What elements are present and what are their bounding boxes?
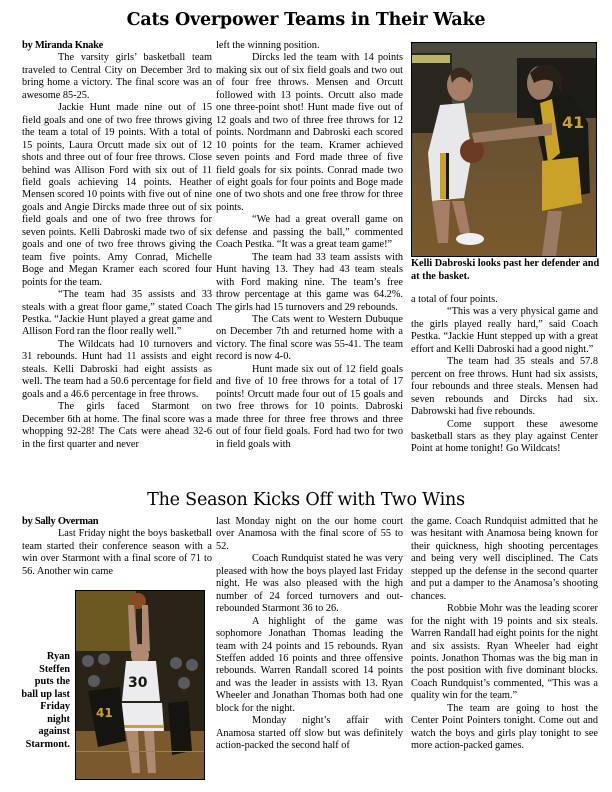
article1-headline: Cats Overpower Teams in Their Wake: [126, 10, 486, 30]
article2-paragraph: Coach Rundquist stated he was very pleased with how the boys played last Friday night. He was also pleased with the high number of 24 forced turnovers and out-rebounded Starmont 36 to 26.: [216, 553, 403, 615]
article1-paragraph: Jackie Hunt made nine out of 15 field goals and one of two free throws giving the team a total of 19 points. With a total of 15 points, Laura Orcutt made six out of 12 shots and three out of four free throws. Close behind was Allison Ford with six out of 11 field goals achieving 14 points. Heather Mensen scored 10 points with five out of nine goals and Angie Dircks made three out of six field goals and one of two free throws for seven points. Kelli Dabroski made two of six goals and one of two free throws giving the team five points. Amy Conrad, Michelle Boge and Megan Kramer each scored four points for the team.: [22, 102, 212, 288]
article1-column-2: [216, 40, 403, 451]
svg-text:41: 41: [96, 706, 113, 720]
article1-paragraph: The varsity girls’ basketball team traveled to Central City on December 3rd to bring home a victory. The final score was an awesome 85-25.: [22, 52, 212, 101]
photo-caption-ryan-steffen: Ryan Steffen puts the ball up last Friday night against Starmont.: [21, 651, 70, 750]
article1-column-1: [22, 40, 212, 451]
article1-byline: by Miranda Knake: [22, 40, 103, 51]
article1-paragraph: The Cats went to Western Dubuque on December 7th and returned home with a victory. The final score was 55-41. The team record is now 4-0.: [216, 313, 403, 363]
photo-kelli-dabroski: [411, 42, 597, 257]
photo-ryan-steffen: [75, 590, 205, 780]
article1-paragraph: left the winning position.: [216, 40, 320, 51]
article2-paragraph: A highlight of the game was sophomore Jonathan Thomas leading the team with 24 points and 15 rebounds. Ryan Steffen added 16 points and three offensive rebounds. Warren Randall scored 14 points and was the leader in assists with 13. Ryan Wheeler and Jonathan Thomas both had one block for the night.: [216, 615, 403, 714]
article2-paragraph: the game. Coach Rundquist admitted that he was hesitant with Anamosa being known for their quickness, high shooting percentages and being very well disciplined. The Cats stepped up the defense in the second quarter and put a damper to the Anamosa’s shooting chances.: [411, 516, 598, 602]
basketball-photo-illustration: [76, 591, 204, 779]
article2-byline: by Sally Overman: [22, 516, 99, 527]
article1-paragraph: Come support these awesome basketball stars as they play against Center Point at home tonight! Go Wildcats!: [411, 418, 598, 455]
article1-paragraph: “This was a very physical game and the girls played really hard,” said Coach Pestka. “Jackie Hunt stepped up with a great effort and Kelli Dabroski had a good night.”: [411, 306, 598, 355]
article1-paragraph: The team had 35 steals and 57.8 percent on free throws. Hunt had six assists, four rebounds and three steals. Mensen had seven rebounds and Dircks had six. Dabrowski had five rebounds.: [411, 356, 598, 418]
article2-paragraph: Monday night’s affair with Anamosa started off slow but was definitely action-packed the second half of: [216, 715, 403, 752]
article1-paragraph: Dircks led the team with 14 points making six out of six field goals and two out of four free throws. Mensen and Orcutt followed with 13 points. Orcutt also made one three-point shot! Hunt made five out of 12 goals and two of three free throws for 12 points. Nordmann and Dabroski each scored 10 points for the team. Kramer achieved seven points and Ford made three of five field goals for six points. Conrad made two of eight goals for four points and Boge made one of two shots and one free throw for three points.: [216, 52, 403, 213]
article1-paragraph: Hunt made six out of 12 field goals and five of 10 free throws for a total of 17 points! Orcutt made four out of 15 goals and two free throws for 10 points. Dabroski made three for three free throws and three out of four field goals. Ford had two for two in field goals with: [216, 363, 403, 450]
photo-caption-kelli-dabroski: Kelli Dabroski looks past her defender and at the basket.: [411, 258, 600, 282]
svg-text:30: 30: [128, 675, 148, 691]
basketball-photo-illustration: [412, 43, 596, 256]
article2-column-1: [22, 516, 212, 578]
article2-column-2: [216, 516, 403, 753]
article1-paragraph: “We had a great overall game on defense and passing the ball,” commented Coach Pestka. “It was a great team game!”: [216, 214, 403, 251]
article1-paragraph: The Wildcats had 10 turnovers and 31 rebounds. Hunt had 11 assists and eight steals. Kelli Dabroski had eight assists as well. The team had a 50.6 percentage for field goals and a 46.6 percentage in free throws.: [22, 338, 212, 400]
article2-paragraph: last Monday night on the our home court over Anamosa with the final score of 55 to 52.: [216, 516, 403, 552]
article1-column-3: [411, 294, 598, 456]
article2-headline: The Season Kicks Off with Two Wins: [147, 490, 465, 510]
article1-paragraph: The girls faced Starmont on December 6th at home. The final score was a whopping 92-28! The Cats were ahead 32-6 in the first quarter and never: [22, 401, 212, 450]
article2-paragraph: The team are going to host the Center Point Pointers tonight. Come out and watch the boys and girls play tonight to see more action-packed games.: [411, 702, 598, 752]
article1-paragraph: “The team had 35 assists and 33 steals with a great floor game,” stated Coach Pestka. “Jackie Hunt played a great game and Allison Ford ran the floor really well.”: [22, 289, 212, 338]
article2-paragraph: Last Friday night the boys basketball team started their conference season with a win over Starmont with a final score of 71 to 56. Another win came: [22, 528, 212, 577]
article1-paragraph: The team had 33 team assists with Hunt having 13. They had 43 team steals with Ford making nine. The team’s free throw percentage at this game was 64.2%. The girls had 15 turnovers and 29 rebounds.: [216, 251, 403, 313]
article1-paragraph: a total of four points.: [411, 294, 498, 305]
article2-column-3: [411, 516, 598, 753]
article2-paragraph: Robbie Mohr was the leading scorer for the night with 19 points and six steals. Warren Randall had eight points for the night and six assists. Ryan Wheeler had eight points. Jonathon Thomas was the big man in the post position with five dominant blocks. Coach Rundquist’s commented, “This was a quality win for the team.”: [411, 603, 598, 702]
svg-text:41: 41: [562, 113, 585, 132]
